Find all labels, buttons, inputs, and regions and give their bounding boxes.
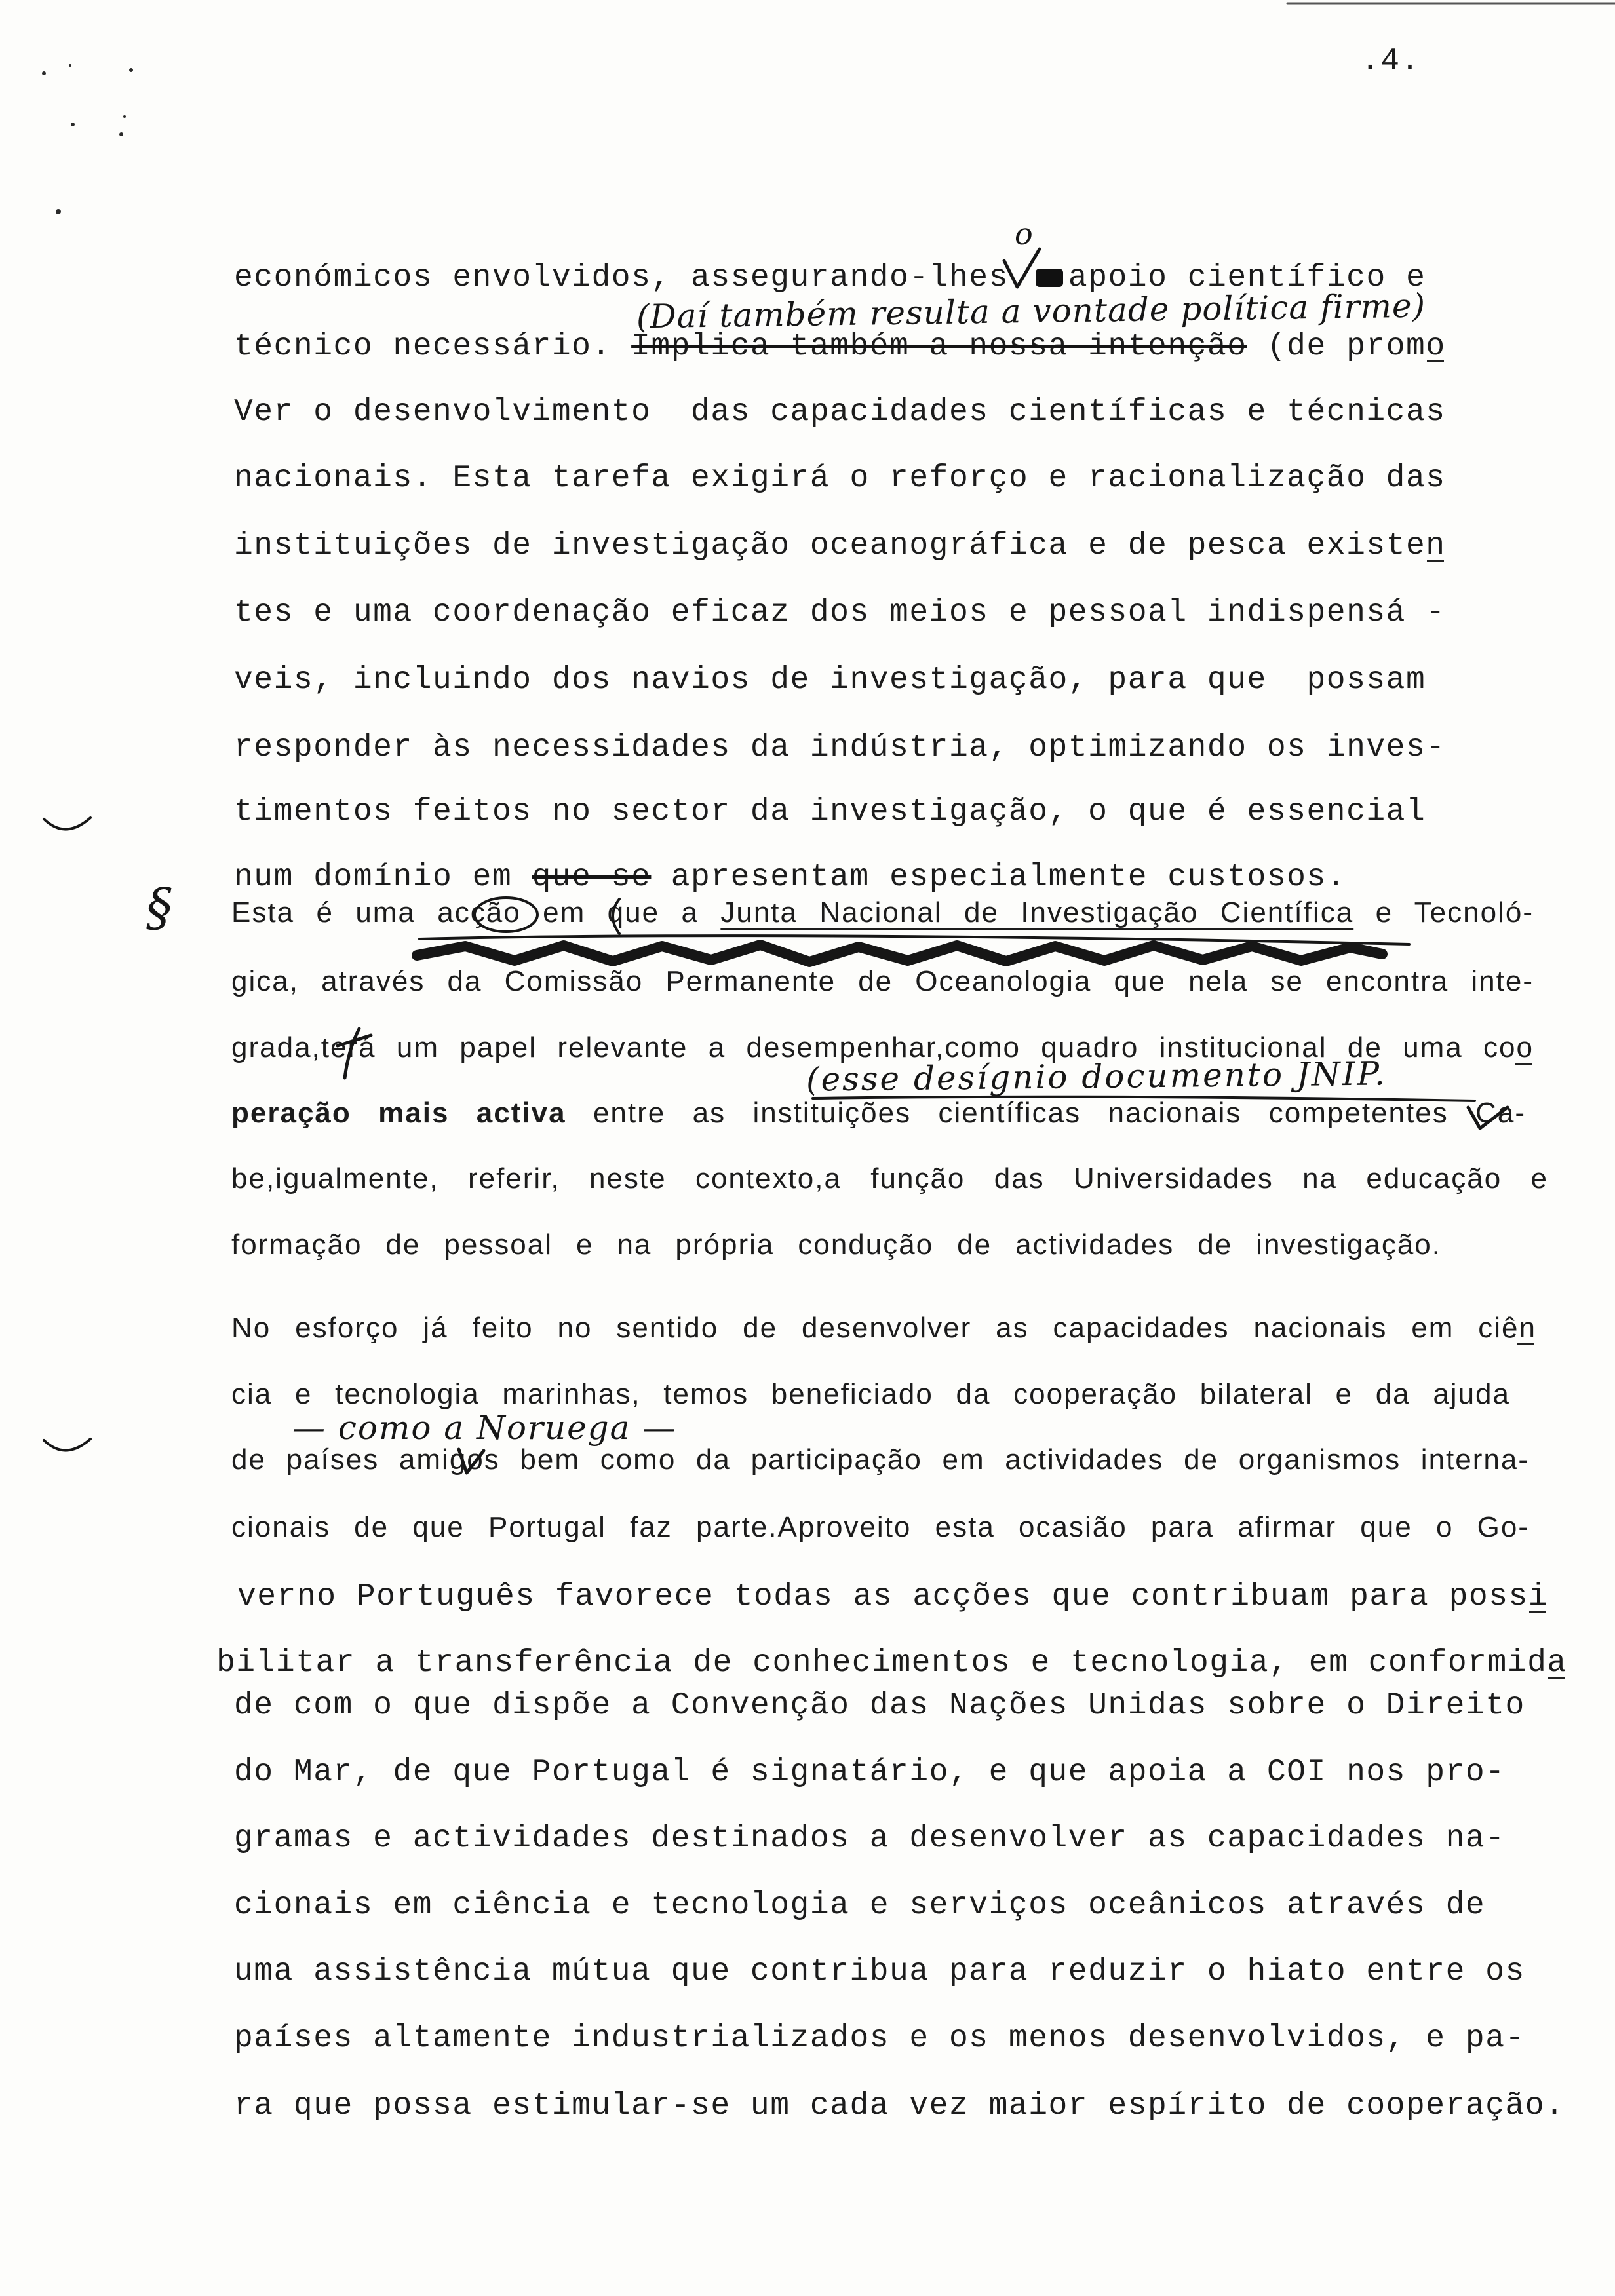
- handwritten-annotation-1: (Daí também resulta a vontade política firme): [636, 286, 1426, 336]
- text-line-27: uma assistência mútua que contribua para reduzir o hiato entre os: [234, 1954, 1525, 1989]
- line-10-part-c: apresentam especialmente custosos.: [671, 860, 1347, 895]
- handwritten-annotation-3: — como a Noruega —: [292, 1409, 677, 1447]
- line-10-part-a: num domínio em: [234, 860, 513, 895]
- circled-word-mark: [475, 898, 537, 932]
- line-05-text: instituições de investigação oceanográfica e de pesca existen: [234, 528, 1446, 564]
- handwritten-annotation-2: (esse desígnio documento JNIP.: [806, 1054, 1388, 1099]
- blacked-out-line: [417, 945, 1382, 962]
- text-line-08: responder às necessidades da indústria, optimizando os inves-: [234, 730, 1446, 765]
- check-mark-icon: [1468, 1107, 1508, 1128]
- handwritten-insert-o: o: [1015, 216, 1033, 252]
- text-line-28: países altamente industrializados e os menos desenvolvidos, e pa-: [234, 2021, 1525, 2056]
- text-line-19: de países amigos bem como da participação em actividades de organismos interna-: [231, 1444, 1529, 1476]
- line-01-part-b: apoio científico e: [1068, 260, 1426, 296]
- margin-paragraph-mark: §: [146, 877, 172, 938]
- line-13-text: grada,terá um papel relevante a desempenhar,como quadro institucional de uma coo: [231, 1031, 1534, 1063]
- text-line-04: nacionais. Esta tarefa exigirá o reforço e racionalização das: [234, 461, 1446, 496]
- text-line-23: de com o que dispõe a Convenção das Nações Unidas sobre o Direito: [234, 1688, 1525, 1723]
- margin-curve-mark: [44, 818, 90, 830]
- ink-blot: [1036, 269, 1063, 287]
- text-line-25: gramas e actividades destinados a desenvolver as capacidades na-: [234, 1821, 1506, 1856]
- struck-out-text: Implica também a nossa intenção: [631, 329, 1247, 364]
- scan-specks: [42, 64, 133, 214]
- text-line-24: do Mar, de que Portugal é signatário, e que apoia a COI nos pro-: [234, 1755, 1506, 1790]
- text-line-07: veis, incluindo dos navios de investigação, para que possam: [234, 662, 1426, 698]
- struck-out-text: que se: [532, 860, 652, 895]
- line-02-part-c: (de promo: [1266, 329, 1446, 364]
- underlined-institution-name: Junta Nacional de Investigação Científica: [720, 896, 1354, 928]
- text-line-16: formação de pessoal e na própria condução de actividades de investigação.: [231, 1229, 1441, 1261]
- text-line-06: tes e uma coordenação eficaz dos meios e pessoal indispensá -: [234, 595, 1446, 630]
- line-17-text: No esforço já feito no sentido de desenvolver as capacidades nacionais em ciên: [231, 1312, 1536, 1344]
- text-line-12: gica, através da Comissão Permanente de Oceanologia que nela se encontra inte-: [231, 965, 1534, 997]
- line-14-bold-part: peração mais activa: [231, 1097, 566, 1129]
- line-21-text: verno Português favorece todas as acções que contribuam para possi: [237, 1579, 1549, 1615]
- line-01-part-a: económicos envolvidos, assegurando-lhes: [234, 260, 1009, 296]
- text-line-09: timentos feitos no sector da investigação, o que é essencial: [234, 794, 1426, 830]
- margin-curve-mark: [44, 1439, 90, 1451]
- text-line-18: cia e tecnologia marinhas, temos beneficiado da cooperação bilateral e da ajuda: [231, 1378, 1510, 1410]
- check-mark-icon: [459, 1449, 484, 1473]
- text-line-20: cionais de que Portugal faz parte.Aproveito esta ocasião para afirmar que o Go-: [231, 1511, 1529, 1543]
- correction-mark: [338, 1029, 371, 1078]
- line-22-text: bilitar a transferência de conhecimentos e tecnologia, em conformida: [216, 1645, 1567, 1681]
- text-line-15: be,igualmente, referir, neste contexto,a função das Universidades na educação e: [231, 1162, 1548, 1195]
- line-02-part-a: técnico necessário.: [234, 329, 612, 364]
- text-line-29: ra que possa estimular-se um cada vez maior espírito de cooperação.: [234, 2088, 1565, 2124]
- bracket-mark: [613, 899, 619, 934]
- text-line-03: Ver o desenvolvimento das capacidades científicas e técnicas: [234, 394, 1446, 430]
- page-number: .4.: [1361, 44, 1420, 79]
- line-11-part-c: e Tecnoló-: [1375, 896, 1534, 928]
- line-14-part-b: entre as instituições científicas nacionais competentes Ca-: [593, 1097, 1526, 1129]
- text-line-26: cionais em ciência e tecnologia e serviços oceânicos através de: [234, 1888, 1486, 1923]
- check-mark-icon: [1004, 249, 1040, 287]
- line-11-part-a: Esta é uma acção em que a: [231, 896, 699, 928]
- annotation-underline: [813, 1097, 1475, 1101]
